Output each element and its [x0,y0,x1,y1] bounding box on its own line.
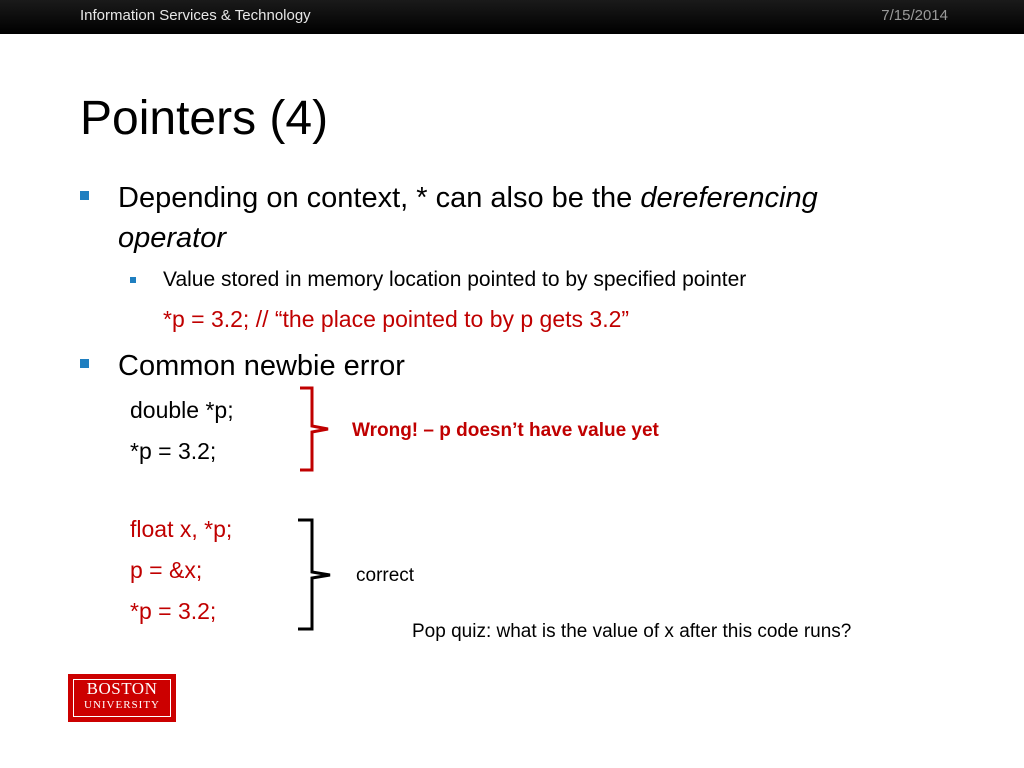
bullet-square-icon [80,359,89,368]
wrong-brace [298,386,338,472]
sub-bullet-square-icon [130,277,136,283]
pop-quiz: Pop quiz: what is the value of x after this code runs? [412,621,852,642]
bullet-square-icon [80,191,89,200]
code-wrong-line-2: *p = 3.2; [130,438,217,464]
logo-line-2: UNIVERSITY [84,699,160,711]
header-org: Information Services & Technology [80,7,311,24]
correct-brace [296,518,346,632]
boston-university-logo [68,674,176,722]
bullet-text: Common newbie error [118,350,405,382]
code-correct-line-3: *p = 3.2; [130,598,217,624]
bullet-text: Depending on context, * can also be the dereferencing [118,182,818,214]
logo-line-1: BOSTON [86,679,158,698]
code-example: *p = 3.2; // “the place pointed to by p gets 3.2” [163,306,630,332]
bullet-text-cont: operator [118,222,227,254]
code-wrong-line-1: double *p; [130,397,234,423]
code-correct-line-2: p = &x; [130,557,203,583]
header-bar [0,0,1024,34]
header-date: 7/15/2014 [881,7,948,24]
slide-title: Pointers (4) [80,92,329,145]
correct-note: correct [356,565,415,586]
sub-bullet-text: Value stored in memory location pointed to by specified pointer [163,268,747,291]
code-correct-line-1: float x, *p; [130,516,233,542]
wrong-note: Wrong! – p doesn’t have value yet [352,420,659,441]
